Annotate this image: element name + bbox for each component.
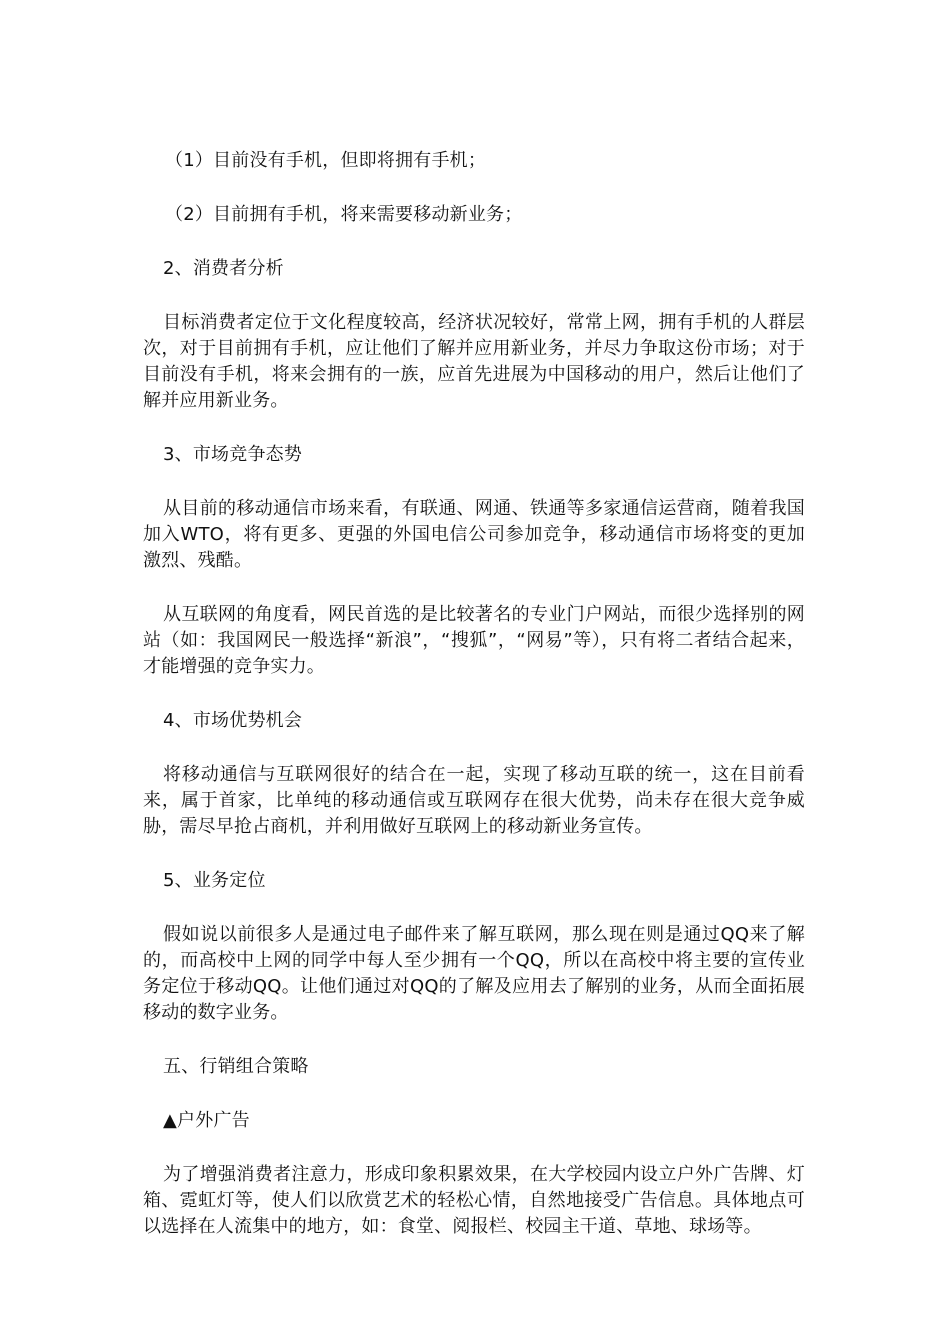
section-heading-market-competition: 3、市场竞争态势 bbox=[163, 444, 303, 465]
document-body bbox=[143, 148, 805, 1268]
paragraph-target-consumers: 目标消费者定位于文化程度较高，经济状况较好，常常上网，拥有手机的人群层次，对于目前拥有手机，应让他们了解并应用新业务，并尽力争取这份市场；对于目前没有手机，将来会拥有的一族，应首先进展为中国移动的用户，然后让他们了解并应用新业务。 bbox=[143, 312, 805, 411]
paragraph-mobile-market: 从目前的移动通信市场来看，有联通、网通、铁通等多家通信运营商，随着我国加入WTO，将有更多、更强的外国电信公司参加竞争，移动通信市场将变的更加激烈、残酷。 bbox=[143, 498, 805, 571]
section-heading-marketing-mix: 五、行销组合策略 bbox=[163, 1056, 309, 1077]
list-item-no-phone: （1）目前没有手机，但即将拥有手机； bbox=[165, 150, 487, 171]
list-item-has-phone: （2）目前拥有手机，将来需要移动新业务； bbox=[165, 204, 523, 225]
section-heading-consumer-analysis: 2、消费者分析 bbox=[163, 258, 284, 279]
paragraph-qq-positioning: 假如说以前很多人是通过电子邮件来了解互联网，那么现在则是通过QQ来了解的，而高校中上网的同学中每人至少拥有一个QQ，所以在高校中将主要的宣传业务定位于移动QQ。让他们通过对QQ的了解及应用去了解别的业务，从而全面拓展移动的数字业务。 bbox=[143, 924, 805, 1023]
section-heading-business-positioning: 5、业务定位 bbox=[163, 870, 266, 891]
paragraph-outdoor-ads: 为了增强消费者注意力，形成印象积累效果，在大学校园内设立户外广告牌、灯箱、霓虹灯等，使人们以欣赏艺术的轻松心情，自然地接受广告信息。具体地点可以选择在人流集中的地方，如：食堂、阅报栏、校园主干道、草地、球场等。 bbox=[143, 1164, 805, 1237]
paragraph-internet-portals: 从互联网的角度看，网民首选的是比较著名的专业门户网站，而很少选择别的网站（如：我国网民一般选择“新浪”，“搜狐”，“网易”等），只有将二者结合起来，才能增强的竞争实力。 bbox=[143, 604, 805, 677]
subheading-outdoor-ads: ▲户外广告 bbox=[163, 1110, 250, 1131]
section-heading-market-advantage: 4、市场优势机会 bbox=[163, 710, 303, 731]
paragraph-mobile-internet-advantage: 将移动通信与互联网很好的结合在一起，实现了移动互联的统一，这在目前看来，属于首家，比单纯的移动通信或互联网存在很大优势，尚未存在很大竞争威胁，需尽早抢占商机，并利用做好互联网上的移动新业务宣传。 bbox=[143, 764, 805, 837]
